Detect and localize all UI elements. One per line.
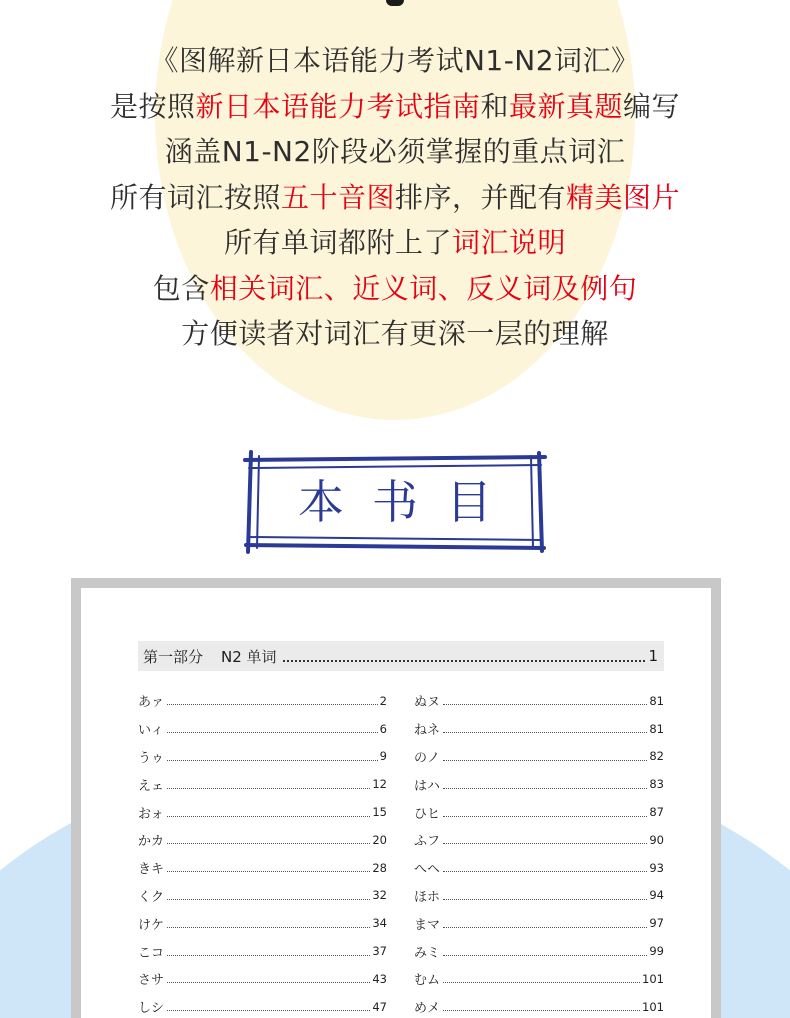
toc-row xyxy=(414,854,664,882)
intro-line xyxy=(0,175,790,221)
intro-line xyxy=(0,266,790,312)
toc-row xyxy=(414,687,664,715)
toc-kana-label: むム xyxy=(414,973,441,989)
intro-text: 编写 xyxy=(623,89,681,123)
toc-kana-label: けケ xyxy=(138,917,165,933)
toc-page-number: 94 xyxy=(649,888,664,903)
dot-leader xyxy=(167,808,371,817)
dot-leader xyxy=(443,835,647,844)
toc-page-number: 2 xyxy=(379,693,387,708)
toc-page-number: 43 xyxy=(372,971,387,986)
toc-page-number: 82 xyxy=(649,749,664,764)
dot-leader xyxy=(443,947,647,956)
toc-page-number: 28 xyxy=(372,860,387,875)
dot-leader xyxy=(443,863,647,872)
toc-row xyxy=(414,882,664,910)
toc-page-number: 81 xyxy=(649,693,664,708)
toc-page xyxy=(81,588,711,1018)
toc-row xyxy=(138,770,387,798)
toc-kana-label: ほホ xyxy=(414,889,441,905)
highlight-text: 相关词汇、近义词、反义词及例句 xyxy=(209,271,638,305)
toc-row xyxy=(138,909,387,937)
toc-kana-label: さサ xyxy=(138,973,165,989)
section-level: N2 单词 xyxy=(221,647,277,666)
toc-page-number: 101 xyxy=(642,999,664,1014)
toc-page-number: 90 xyxy=(649,832,664,847)
toc-section-header xyxy=(138,641,664,671)
dot-leader xyxy=(167,919,370,928)
toc-column-right xyxy=(414,687,664,1018)
dot-leader xyxy=(443,919,647,928)
toc-kana-label: あァ xyxy=(138,695,165,711)
intro-line xyxy=(0,129,790,175)
toc-row xyxy=(138,993,387,1018)
toc-page-number: 15 xyxy=(372,805,387,820)
dot-leader xyxy=(167,891,370,900)
highlight-text: 精美图片 xyxy=(566,180,681,214)
toc-row xyxy=(138,687,387,715)
toc-column-left xyxy=(138,687,387,1018)
toc-kana-label: ぬヌ xyxy=(414,695,441,711)
toc-kana-label: いィ xyxy=(138,723,164,739)
dot-leader xyxy=(443,696,647,705)
toc-page-number: 97 xyxy=(649,916,664,931)
dot-leader xyxy=(167,835,370,844)
intro-text: 是按照 xyxy=(109,89,196,123)
toc-page-number: 93 xyxy=(649,860,664,875)
dot-leader xyxy=(167,696,378,705)
toc-kana-label: しシ xyxy=(138,1001,165,1017)
toc-kana-label: くク xyxy=(138,889,165,905)
highlight-text: 最新真题 xyxy=(509,89,624,123)
toc-title-badge xyxy=(243,450,547,554)
toc-row xyxy=(138,965,387,993)
toc-row xyxy=(138,882,387,910)
toc-row xyxy=(414,798,664,826)
toc-row xyxy=(414,770,664,798)
dot-leader xyxy=(443,780,647,789)
dot-leader xyxy=(443,891,647,900)
intro-text: 所有词汇按照 xyxy=(109,180,281,214)
toc-card-frame xyxy=(71,578,721,1018)
highlight-text: 词汇说明 xyxy=(452,226,567,259)
toc-page-number: 99 xyxy=(649,944,664,959)
toc-row xyxy=(414,909,664,937)
toc-row xyxy=(414,993,664,1018)
intro-text: 涵盖N1-N2阶段必须掌握的重点词汇 xyxy=(164,135,626,168)
toc-kana-label: ふフ xyxy=(414,834,441,850)
toc-page-number: 83 xyxy=(649,777,664,792)
toc-page-number: 47 xyxy=(372,999,387,1014)
intro-line xyxy=(0,38,790,84)
intro-text: 《图解新日本语能力考试N1-N2词汇》 xyxy=(150,44,640,77)
dot-leader xyxy=(443,724,647,733)
toc-row xyxy=(138,937,387,965)
highlight-text: 五十音图 xyxy=(280,180,395,214)
toc-kana-label: はハ xyxy=(414,778,441,794)
toc-kana-label: きキ xyxy=(138,862,165,878)
toc-row xyxy=(414,743,664,771)
dot-leader xyxy=(283,650,646,662)
dot-leader xyxy=(443,752,647,761)
toc-row xyxy=(414,965,664,993)
toc-row xyxy=(414,937,664,965)
intro-text: 和 xyxy=(480,89,509,123)
section-page-number: 1 xyxy=(648,647,658,665)
toc-row xyxy=(138,854,387,882)
dot-leader xyxy=(167,1002,370,1011)
toc-page-number: 6 xyxy=(379,721,387,736)
dot-leader xyxy=(167,947,370,956)
toc-page-number: 12 xyxy=(372,777,387,792)
toc-kana-label: こコ xyxy=(138,945,165,961)
toc-row xyxy=(414,826,664,854)
intro-line xyxy=(0,220,790,266)
toc-page-number: 101 xyxy=(642,971,664,986)
toc-row xyxy=(138,743,387,771)
toc-page-number: 20 xyxy=(372,832,387,847)
dot-leader xyxy=(167,724,378,733)
intro-line xyxy=(0,311,790,357)
toc-kana-label: ねネ xyxy=(414,723,441,739)
toc-row xyxy=(138,798,387,826)
dot-leader xyxy=(167,780,370,789)
intro-paragraph xyxy=(0,38,790,357)
intro-text: 排序，并配有 xyxy=(395,180,567,214)
toc-kana-label: めメ xyxy=(414,1001,441,1017)
toc-kana-label: へヘ xyxy=(414,862,441,878)
toc-page-number: 9 xyxy=(379,749,387,764)
toc-page-number: 34 xyxy=(372,916,387,931)
toc-row xyxy=(138,826,387,854)
toc-kana-label: うゥ xyxy=(138,750,165,766)
dot-leader xyxy=(167,863,370,872)
toc-kana-label: かカ xyxy=(138,834,165,850)
toc-kana-label: ひヒ xyxy=(414,806,441,822)
intro-text: 所有单词都附上了 xyxy=(223,226,452,259)
highlight-text: 新日本语能力考试指南 xyxy=(195,89,481,123)
toc-kana-label: のノ xyxy=(414,750,441,766)
dot-leader xyxy=(167,974,370,983)
section-label: 第一部分 xyxy=(143,647,204,666)
toc-page-number: 37 xyxy=(372,944,387,959)
intro-text: 方便读者对词汇有更深一层的理解 xyxy=(181,317,609,350)
toc-kana-label: おォ xyxy=(138,806,164,822)
dot-leader xyxy=(443,974,640,983)
dot-leader xyxy=(167,752,378,761)
toc-row xyxy=(414,715,664,743)
intro-text: 包含 xyxy=(152,271,210,305)
toc-kana-label: えェ xyxy=(138,778,165,794)
dot-leader xyxy=(443,808,647,817)
toc-kana-label: まマ xyxy=(414,917,441,933)
toc-page-number: 81 xyxy=(649,721,664,736)
dot-leader xyxy=(443,1002,640,1011)
toc-kana-label: みミ xyxy=(414,945,441,961)
toc-page-number: 32 xyxy=(372,888,387,903)
toc-title: 本书目 xyxy=(298,475,520,529)
toc-row xyxy=(138,715,387,743)
toc-page-number: 87 xyxy=(649,805,664,820)
intro-line xyxy=(0,84,790,130)
